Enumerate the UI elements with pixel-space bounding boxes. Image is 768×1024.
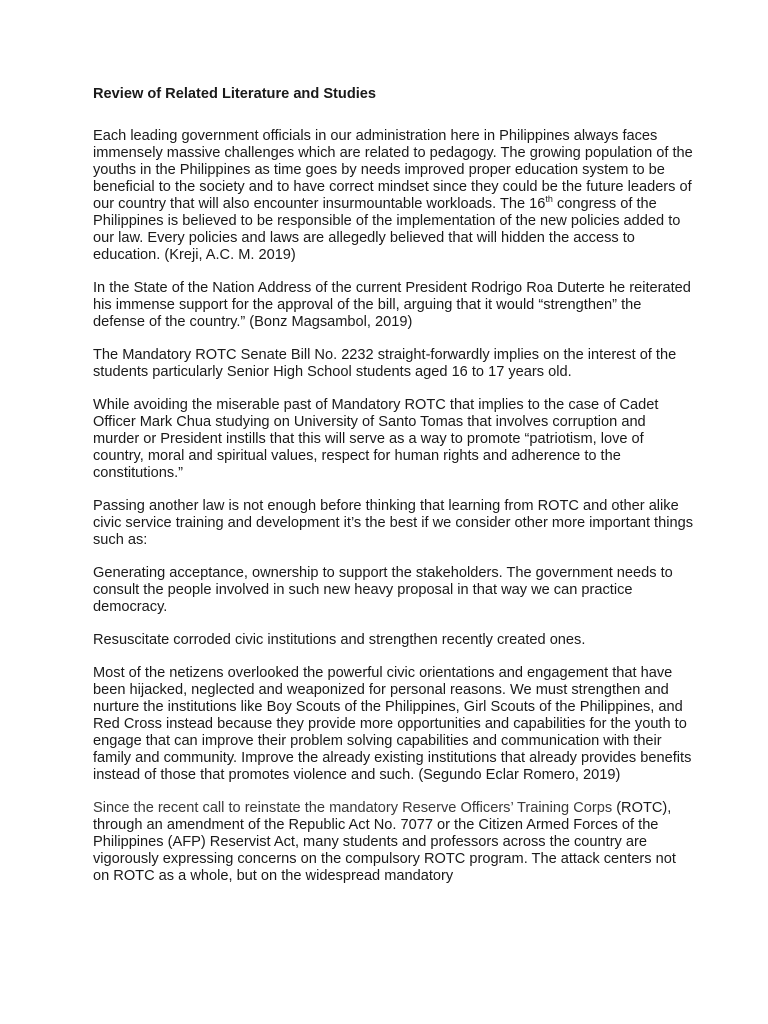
paragraph-1-text-a: Each leading government officials in our administration here in Philippines always faces immensely massive challenges which are related to pedagogy. The growing population of the youths in the Philippines as time goes by needs improved proper education system to be beneficial to the society and to have correct mindset since they could be the future leaders of our country that will also encounter insurmountable workloads. The 16 [93, 128, 693, 212]
paragraph-3: The Mandatory ROTC Senate Bill No. 2232 straight-forwardly implies on the interest of the students particularly Senior High School students aged 16 to 17 years old. [93, 347, 677, 380]
paragraph-9-rest: (ROTC), through an amendment of the Republic Act No. 7077 or the Citizen Armed Forces of the Philippines (AFP) Reservist Act, many students and professors across the country are vigorously expressing concerns on the compulsory ROTC program. The attack centers not on ROTC as a whole, but on the widespread mandatory [93, 800, 676, 884]
paragraph-1 [93, 128, 693, 264]
paragraph-1-text-b: congress of the Philippines is believed to be responsible of the implementation of the new policies added to our law. Every policies and laws are allegedly believed that will hidden the access to education. (Kreji, A.C. M. 2019) [93, 196, 681, 263]
paragraph-4: While avoiding the miserable past of Mandatory ROTC that implies to the case of Cadet Officer Mark Chua studying on University of Santo Tomas that involves corruption and murder or President instills that this will serve as a way to promote “patriotism, love of country, moral and spiritual values, respect for human rights and adherence to the constitutions.” [93, 397, 659, 481]
paragraph-9-lead: Since the recent call to reinstate the mandatory Reserve Officers’ Training Corps [93, 800, 613, 816]
document-body [93, 86, 693, 901]
paragraph-7: Resuscitate corroded civic institutions and strengthen recently created ones. [93, 632, 586, 648]
paragraph-6: Generating acceptance, ownership to support the stakeholders. The government needs to consult the people involved in such new heavy proposal in that way we can practice democracy. [93, 565, 673, 615]
ordinal-superscript: th [545, 194, 553, 205]
paragraph-5: Passing another law is not enough before thinking that learning from ROTC and other alike civic service training and development it’s the best if we consider other more important things such as: [93, 498, 693, 548]
paragraph-9 [93, 800, 693, 885]
section-heading: Review of Related Literature and Studies [93, 86, 377, 102]
paragraph-8: Most of the netizens overlooked the powerful civic orientations and engagement that have been hijacked, neglected and weaponized for personal reasons. We must strengthen and nurture the institutions like Boy Scouts of the Philippines, Girl Scouts of the Philippines, and Red Cross instead because they provide more opportunities and capabilities for the youth to engage that can improve their problem solving capabilities and communication with their family and community. Improve the already existing institutions that already provides benefits instead of those that promotes violence and such. (Segundo Eclar Romero, 2019) [93, 665, 692, 783]
paragraph-2: In the State of the Nation Address of the current President Rodrigo Roa Duterte he reiterated his immense support for the approval of the bill, arguing that it would “strengthen” the defense of the country.” (Bonz Magsambol, 2019) [93, 280, 691, 330]
